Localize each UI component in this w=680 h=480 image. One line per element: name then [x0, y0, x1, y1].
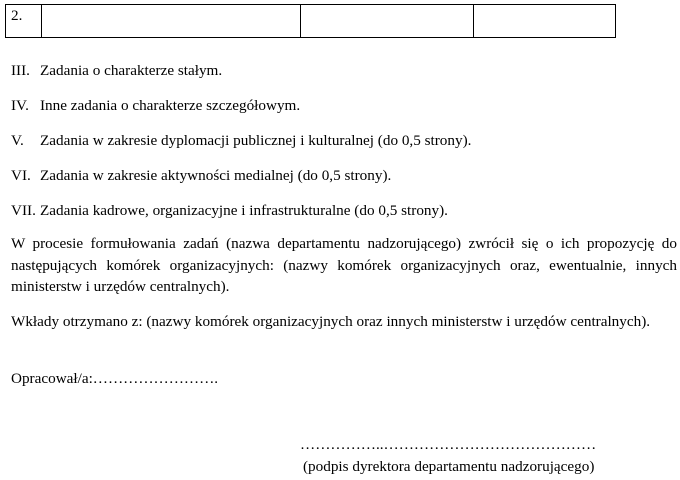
table-cell	[300, 5, 473, 38]
list-item-text: Inne zadania o charakterze szczegółowym.	[40, 97, 301, 114]
table-cell	[42, 5, 301, 38]
list-item-number: VII.	[11, 202, 36, 219]
paragraph-contributions: Wkłady otrzymano z: (nazwy komórek organizacyjnych oraz innych ministerstw i urzędów centralnych).	[11, 313, 651, 330]
task-table	[5, 4, 616, 38]
list-item-iii	[11, 60, 222, 81]
list-item-text: Zadania w zakresie aktywności medialnej (do 0,5 strony).	[40, 167, 392, 184]
list-item-text: Zadania o charakterze stałym.	[40, 62, 223, 79]
list-item-number: III.	[11, 62, 30, 79]
list-item-v	[11, 130, 471, 151]
signature-caption: (podpis dyrektora departamentu nadzorującego)	[303, 458, 595, 475]
prepared-by-line: Opracował/a:…………………….	[11, 370, 219, 387]
list-item-vi	[11, 165, 391, 186]
list-item-number: VI.	[11, 167, 31, 184]
list-item-text: Zadania kadrowe, organizacyjne i infrastrukturalne (do 0,5 strony).	[40, 202, 448, 219]
list-item-number: V.	[11, 132, 24, 149]
table-row	[6, 5, 616, 38]
list-item-number: IV.	[11, 97, 29, 114]
list-item-iv	[11, 95, 300, 116]
table-cell	[473, 5, 615, 38]
signature-line: ……………..……………………………………	[300, 436, 597, 453]
list-item-text: Zadania w zakresie dyplomacji publicznej i kulturalnej (do 0,5 strony).	[40, 132, 472, 149]
paragraph-consultation: W procesie formułowania zadań (nazwa departamentu nadzorującego) zwrócił się o ich propozycję do następujących komórek organizacyjnych: (nazwy komórek organizacyjnych oraz, ewentualnie, innych ministerstw i urzędów centralnych).	[11, 235, 677, 295]
table-cell-number: 2.	[6, 5, 42, 38]
list-item-vii	[11, 200, 448, 221]
